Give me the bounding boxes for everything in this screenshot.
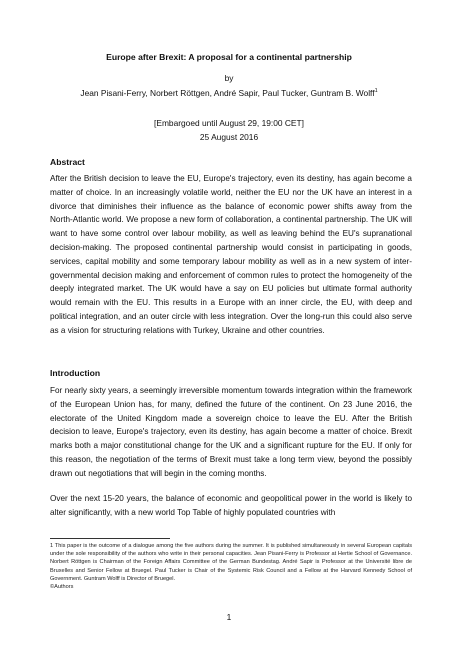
footnote	[50, 542, 412, 591]
document-title: Europe after Brexit: A proposal for a continental partnership	[106, 52, 352, 62]
introduction-heading: Introduction	[50, 368, 101, 378]
introduction-paragraph-2: Over the next 15-20 years, the balance of economic and geopolitical power in the world is likely to alter significantly, with a new world Top Table of highly populated countries with	[50, 494, 412, 517]
by-line: by	[224, 73, 234, 83]
abstract-text: After the British decision to leave the EU, Europe's trajectory, even its destiny, has again become a matter of choice. In an increasingly volatile world, neither the EU nor the UK have an interest in a divorce that diminishes their influence as the balance of economic power shifts away from the North-Atlantic world. We propose a new form of collaboration, a continental partnership. The UK will want to have some control over labour mobility, as well as leaving behind the EU's supranational decision-making. The proposed continental partnership would consist in participating in goods, services, capital mobility and some temporary labour mobility as well as in a new system of inter-governmental decision making and enforcement of common rules to protect the homogeneity of the deeply integrated market. The UK would have a say on EU policies but ultimate formal authority would remain with the EU. This results in a Europe with an inner circle, the EU, with deep and political integration, and an outer circle with less integration. Over the long-run this could also serve as a vision for structuring relations with Turkey, Ukraine and other countries.	[50, 174, 412, 335]
publication-date: 25 August 2016	[199, 132, 259, 142]
footnote-separator	[50, 538, 170, 539]
footnote-text: 1 This paper is the outcome of a dialogue among the five authors during the summer. It is published simultaneously in several European capitals under the sole responsibility of the authors who write in their personal capacities. Jean Pisani-Ferry is Professor at Hertie School of Governance. Norbert Röttgen is Chairman of the Foreign Affairs Committee of the German Bundestag. André Sapir is Professor at the Université libre de Bruxelles and Senior Fellow at Bruegel. Paul Tucker is Chair of the Systemic Risk Council and a Fellow at the Harvard Kennedy School of Government. Guntram Wolff is Director of Bruegel.	[50, 543, 412, 582]
abstract-heading: Abstract	[50, 157, 85, 167]
copyright-notice: ©Authors	[50, 584, 74, 591]
footnote-mark: 1	[374, 88, 378, 95]
introduction-paragraph-1: For nearly sixty years, a seemingly irreversible momentum towards integration within the framework of the European Union has, for many, defined the future of the continent. On 23 June 2016, the electorate of the United Kingdom made a sovereign choice to leave the EU. After the British decision to leave, Europe's trajectory, even its destiny, has again become a matter of choice. Brexit marks both a major constitutional change for the UK and a significant rupture for the EU. If only for this reason, the negotiation of the terms of Brexit must take a long term view, beyond the possibly drawn out negotiations that will begin in the coming months.	[50, 386, 412, 478]
embargo-note: [Embargoed until August 29, 19:00 CET]	[154, 118, 304, 128]
page-number: 1	[226, 612, 232, 622]
author-list	[40, 88, 418, 98]
authors-text: Jean Pisani-Ferry, Norbert Röttgen, André Sapir, Paul Tucker, Guntram B. Wolff	[80, 88, 375, 98]
